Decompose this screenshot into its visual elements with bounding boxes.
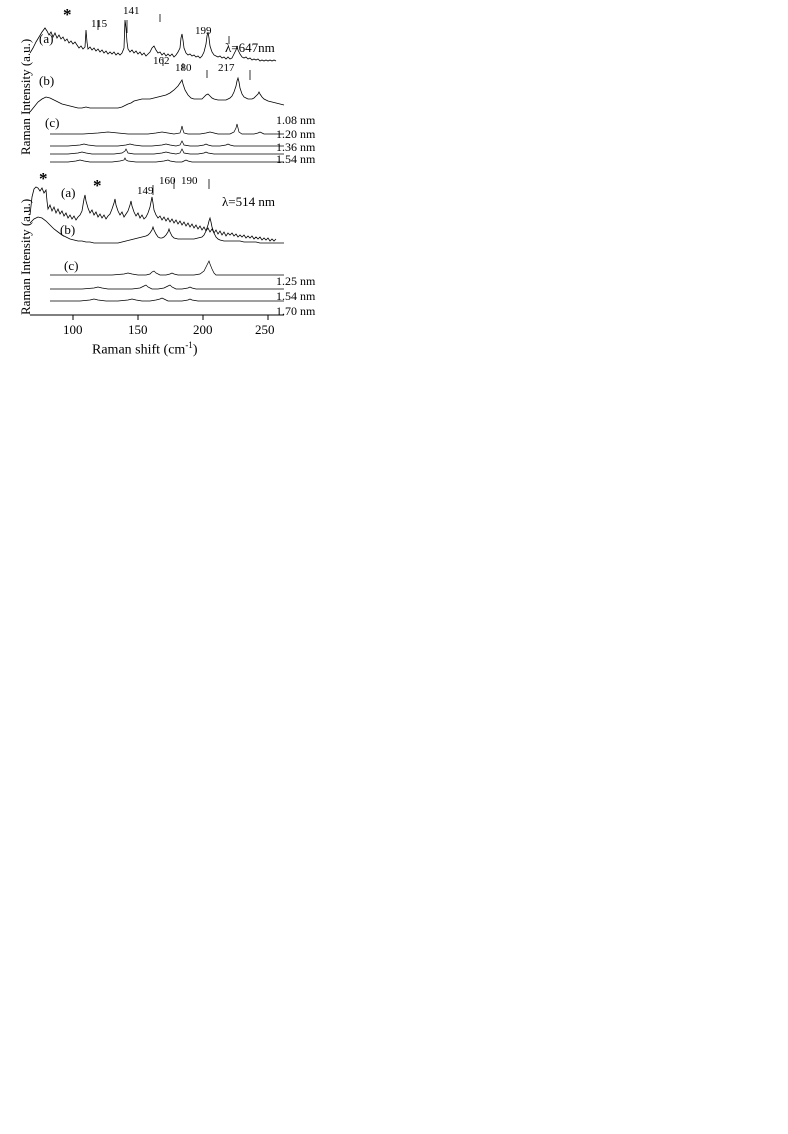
x-tick-200: 200 (193, 322, 213, 337)
peak-label-180: 180 (175, 62, 192, 74)
x-axis-title-main: Raman shift (cm (92, 342, 186, 358)
diameter-label-1-36: 1.36 nm (276, 140, 316, 154)
diameter-label-1-70: 1.70 nm (276, 304, 316, 318)
x-tick-150: 150 (128, 322, 148, 337)
diameter-label-1-08: 1.08 nm (276, 113, 316, 127)
y-axis-label-bottom: Raman Intensity (a.u.) (18, 198, 33, 315)
trace-label-bottom-c: (c) (64, 258, 79, 273)
peak-label-149: 149 (137, 185, 154, 197)
x-axis-title (92, 340, 197, 359)
excitation-label-647: λ=647nm (225, 40, 275, 55)
peak-label-199: 199 (195, 25, 212, 37)
star-marker-514-118: * (93, 176, 102, 195)
peak-label-115: 115 (91, 18, 108, 30)
panel-top-plot (28, 5, 288, 168)
trace-label-top-b: (b) (39, 73, 55, 88)
trace-label-top-c: (c) (45, 115, 60, 130)
x-tick-250: 250 (255, 322, 275, 337)
diameter-label-1-54-bottom: 1.54 nm (276, 289, 316, 303)
peak-label-162: 162 (153, 55, 170, 67)
x-axis-title-close: ) (192, 342, 198, 358)
peak-label-190: 190 (181, 175, 198, 187)
y-axis-label-top: Raman Intensity (a.u.) (18, 38, 33, 155)
x-axis-title-exponent: -1 (185, 340, 193, 350)
diameter-label-1-20: 1.20 nm (276, 127, 316, 141)
trace-label-top-a: (a) (39, 31, 54, 46)
peak-label-141: 141 (123, 5, 140, 17)
trace-label-bottom-b: (b) (60, 222, 76, 237)
x-tick-100: 100 (63, 322, 83, 337)
peak-label-160: 160 (159, 175, 176, 187)
diameter-label-1-25: 1.25 nm (276, 274, 316, 288)
excitation-label-514: λ=514 nm (222, 194, 275, 209)
star-marker-647-86: * (63, 5, 72, 24)
trace-label-bottom-a: (a) (61, 185, 76, 200)
diameter-label-1-54-top: 1.54 nm (276, 152, 316, 166)
peak-label-217: 217 (218, 62, 235, 74)
star-marker-514-68: * (39, 169, 48, 188)
